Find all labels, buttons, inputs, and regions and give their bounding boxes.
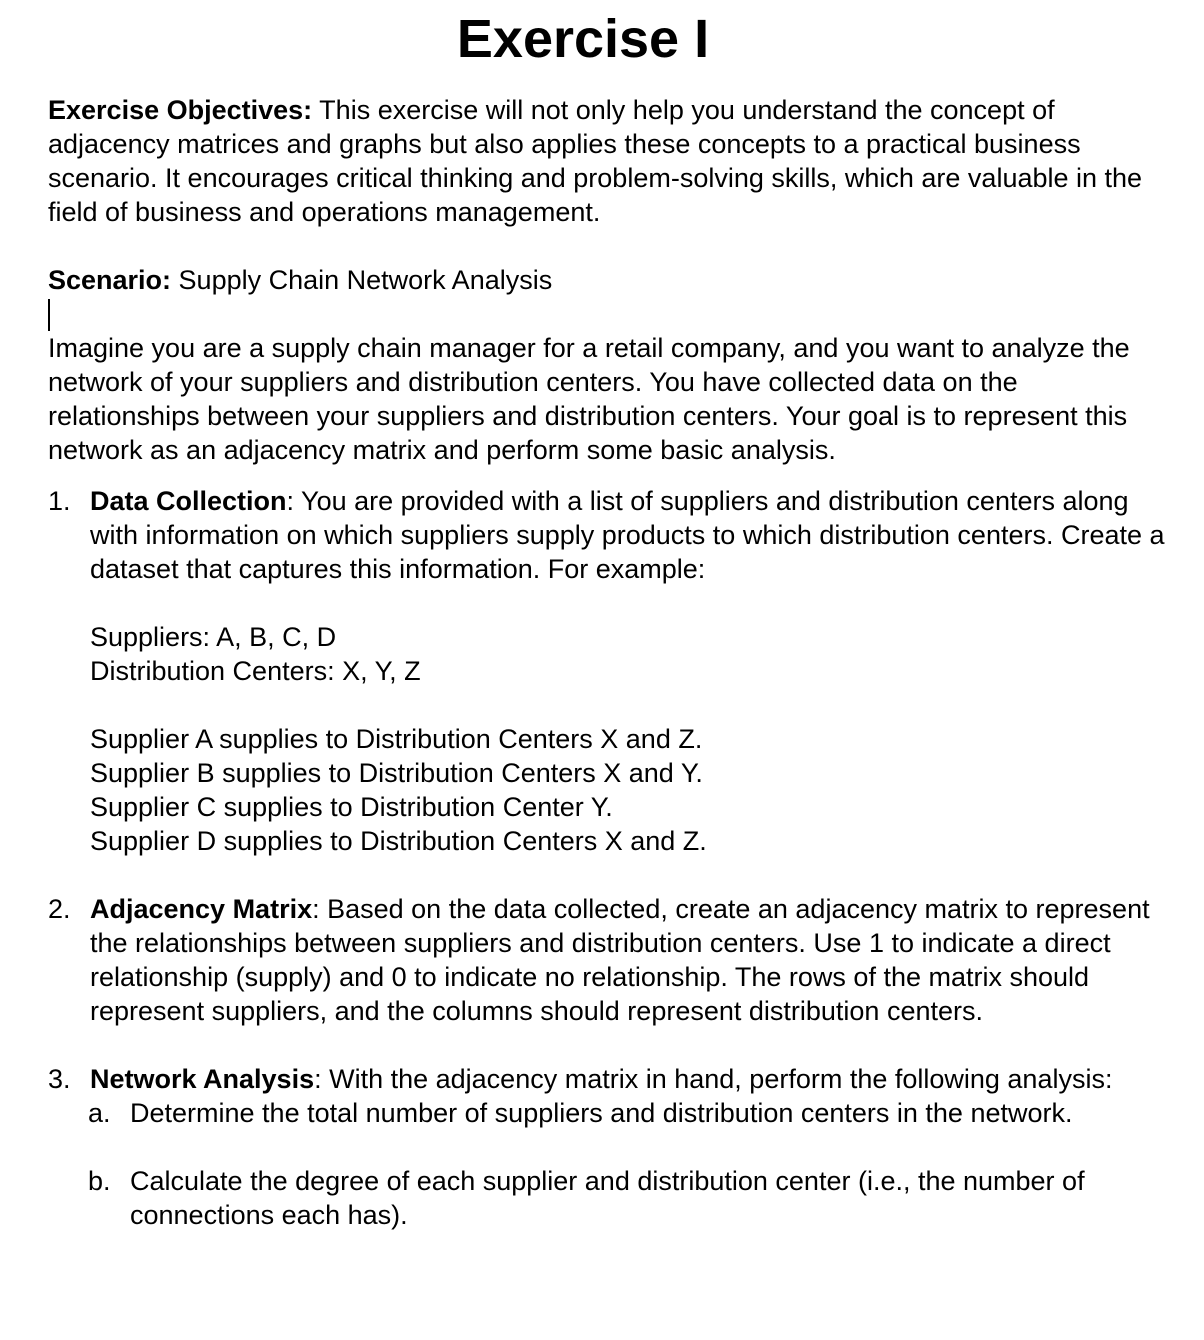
example-suppliers: Suppliers: A, B, C, D: [90, 622, 337, 652]
steps-list: [48, 484, 1168, 1096]
step-data-collection: [48, 484, 1168, 858]
scenario-text: Supply Chain Network Analysis: [171, 265, 553, 295]
substep-text: Calculate the degree of each supplier and distribution center (i.e., the number of connections each has).: [130, 1166, 1085, 1230]
substep-item: [48, 1096, 1168, 1130]
substep-item: [48, 1164, 1168, 1232]
step-label: Data Collection: [90, 486, 287, 516]
text-cursor: [48, 299, 50, 331]
step-adjacency-matrix: [48, 892, 1168, 1028]
document-title: Exercise I: [456, 9, 710, 69]
substeps-list: [48, 1096, 1168, 1232]
scenario-label: Scenario:: [48, 265, 172, 295]
step-label: Adjacency Matrix: [90, 894, 313, 924]
example-relation: Supplier D supplies to Distribution Centers X and Z.: [90, 826, 707, 856]
step-number: 1.: [48, 486, 71, 516]
substep-letter: b.: [88, 1166, 111, 1196]
objectives-text: This exercise will not only help you understand the concept of adjacency matrices and graphs but also applies these concepts to a practical business scenario. It encourages critical thinking and problem-solving skills, which are valuable in the field of business and operations management.: [48, 95, 1143, 227]
example-block: [90, 620, 1168, 858]
intro-paragraph: Imagine you are a supply chain manager for a retail company, and you want to analyze the network of your suppliers and distribution centers. You have collected data on the relationships between your suppliers and distribution centers. Your goal is to represent this network as an adjacency matrix and perform some basic analysis.: [48, 333, 1130, 465]
step-text: : You are provided with a list of suppliers and distribution centers along with information on which suppliers supply products to which distribution centers. Create a dataset that captures this information. For example:: [90, 486, 1165, 584]
objectives-paragraph: [48, 93, 1168, 229]
example-spacer: [90, 688, 1168, 722]
step-network-analysis: [48, 1062, 1168, 1096]
example-relation: Supplier B supplies to Distribution Centers X and Y.: [90, 758, 703, 788]
example-centers: Distribution Centers: X, Y, Z: [90, 656, 421, 686]
step-text: : With the adjacency matrix in hand, perform the following analysis:: [314, 1064, 1113, 1094]
example-relation: Supplier A supplies to Distribution Centers X and Z.: [90, 724, 703, 754]
substep-letter: a.: [88, 1098, 111, 1128]
step-number: 2.: [48, 894, 71, 924]
step-label: Network Analysis: [90, 1064, 315, 1094]
document-page: [48, 9, 1168, 1232]
text-cursor-line[interactable]: [48, 297, 1168, 331]
example-relation: Supplier C supplies to Distribution Center Y.: [90, 792, 613, 822]
substep-text: Determine the total number of suppliers and distribution centers in the network.: [130, 1098, 1073, 1128]
objectives-label: Exercise Objectives:: [48, 95, 313, 125]
scenario-line: [48, 263, 1168, 297]
step-number: 3.: [48, 1064, 71, 1094]
step-text: : Based on the data collected, create an adjacency matrix to represent the relationships between suppliers and distribution centers. Use 1 to indicate a direct relationship (supply) and 0 to indicate no relationship. The rows of the matrix should represent suppliers, and the columns should represent distribution centers.: [90, 894, 1150, 1026]
